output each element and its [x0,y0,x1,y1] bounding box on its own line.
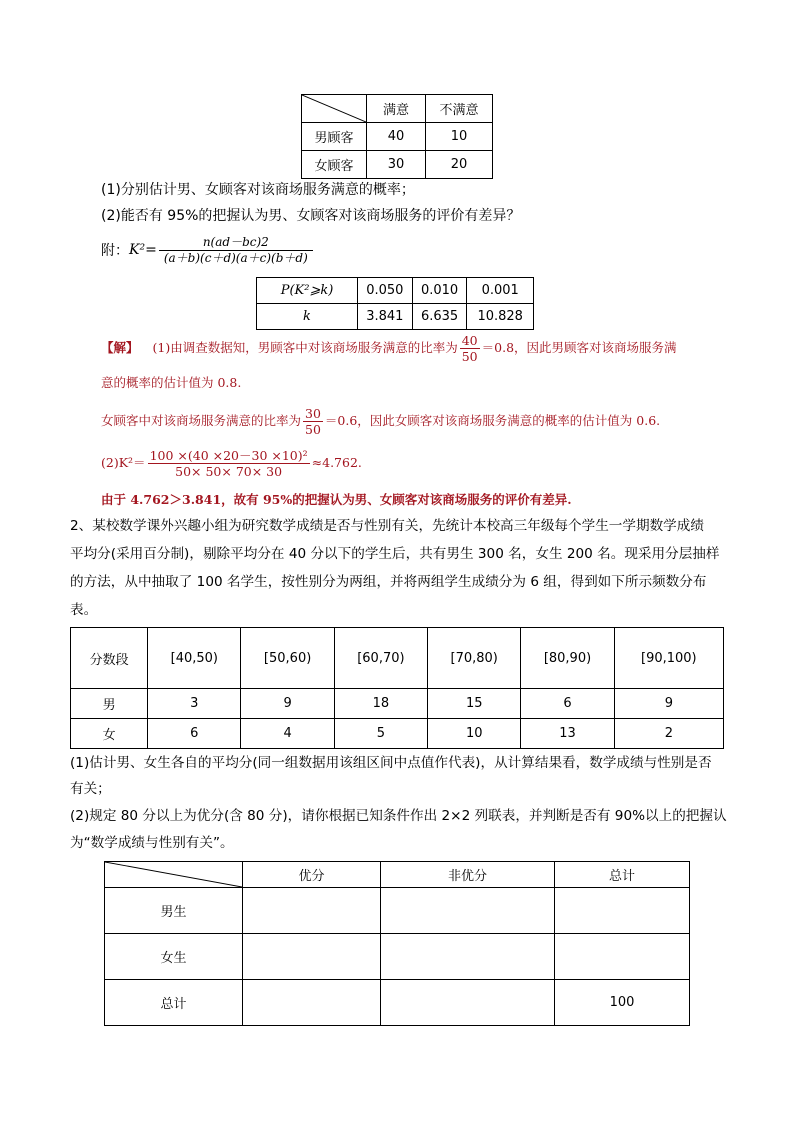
q2-para-2: 平均分(采用百分制)，剔除平均分在 40 分以下的学生后，共有男生 300 名，女生 200 名。现采用分层抽样 [70,546,720,562]
row-label: 男生 [105,888,243,934]
table-cell: 20 [426,151,493,179]
interval-cell: [70,80) [428,628,521,689]
header-non-excellent: 非优分 [381,862,555,888]
q2-sub2-a: (2)规定 80 分以上为优分(含 80 分)，请你根据已知条件作出 2×2 列联表，并判断是否有 90%以上的把握认 [70,808,727,824]
solution-text: (1)由调查数据知，男顾客中对该商场服务满意的比率为 [152,340,458,355]
header-unsatisfied: 不满意 [426,95,493,123]
header-excellent: 优分 [243,862,381,888]
k2-lhs: (2)K²＝ [101,455,146,470]
fraction-denominator: 50 [461,348,478,364]
table-cell: 100 [555,980,690,1026]
table-cell: 30 [367,151,426,179]
formula-fraction [159,235,313,266]
solution-text: 女顾客中对该商场服务满意的比率为 [101,413,302,428]
freq-cell: 13 [521,719,614,749]
question-part-2: (2)能否有 95%的把握认为男、女顾客对该商场服务的评价有差异？ [101,208,521,224]
freq-cell: 6 [521,689,614,719]
freq-cell: 15 [428,689,521,719]
diagonal-header-cell [105,862,243,888]
frequency-table [70,627,724,749]
table-cell [243,934,381,980]
interval-cell: [90,100) [614,628,723,689]
freq-cell: 10 [428,719,521,749]
appendix-prefix: 附： [101,243,129,259]
k2-numerator: 100 ×(40 ×20－30 ×10)² [149,447,308,463]
freq-cell: 6 [148,719,241,749]
interval-cell: [50,60) [241,628,334,689]
q2-sub1-a: (1)估计男、女生各自的平均分(同一组数据用该组区间中点值作代表)，从计算结果看，数学成绩与性别是否 [70,755,712,771]
solution-line-2: 意的概率的估计值为 0.8. [101,375,242,390]
header-total: 总计 [555,862,690,888]
solution-line-3 [101,404,660,438]
q2-sub2-b: 为“数学成绩与性别有关”。 [70,835,234,851]
fraction-numerator: 30 [305,405,321,421]
row-label: 总计 [105,980,243,1026]
table-cell [381,888,555,934]
freq-cell: 18 [334,689,427,719]
table-cell: 10 [426,123,493,151]
row-label: 男 [71,689,148,719]
satisfaction-table [301,94,493,179]
table-cell [243,888,381,934]
k-value: 3.841 [358,304,413,330]
solution-tag: 【解】 [101,340,139,355]
q2-sub1-b: 有关； [70,781,111,797]
freq-cell: 5 [334,719,427,749]
q2-para-3: 的方法，从中抽取了 100 名学生，按性别分为两组，并将两组学生成绩分为 6 组，得到如下所示频数分布 [70,574,707,590]
p-value: 0.050 [358,278,413,304]
header-satisfied: 满意 [367,95,426,123]
table-cell [243,980,381,1026]
row-label: 女 [71,719,148,749]
formula [101,230,315,270]
question-part-1: (1)分别估计男、女顾客对该商场服务满意的概率； [101,182,415,198]
k2-fraction [148,448,310,479]
fraction-30-50 [303,406,323,437]
interval-cell: [40,50) [148,628,241,689]
k2-denominator: 50× 50× 70× 30 [175,463,283,479]
solution-line-4 [101,443,362,483]
row-label: 女生 [105,934,243,980]
fraction-numerator: 40 [461,332,478,348]
interval-cell: [80,90) [521,628,614,689]
k-value: 10.828 [467,304,534,330]
freq-cell: 9 [241,689,334,719]
diagonal-header-cell [302,95,367,123]
solution-line-5: 由于 4.762＞3.841，故有 95%的把握认为男、女顾客对该商场服务的评价有差异. [101,492,572,507]
row-label: 男顾客 [302,123,367,151]
k2-result: ≈4.762. [311,455,362,470]
fraction-40-50 [460,333,480,364]
contingency-table [104,861,690,1026]
solution-text: ＝0.6，因此女顾客对该商场服务满意的概率的估计值为 0.6. [324,413,661,428]
fraction-denominator: 50 [305,421,321,437]
solution-text: ＝0.8，因此男顾客对该商场服务满 [481,340,677,355]
freq-cell: 9 [614,689,723,719]
p-value: 0.001 [467,278,534,304]
table-cell [381,980,555,1026]
k-label: k [257,304,358,330]
row-label: 女顾客 [302,151,367,179]
freq-cell: 3 [148,689,241,719]
header-interval-label: 分数段 [71,628,148,689]
table-cell [555,934,690,980]
p-label: P(K²⩾k) [257,278,358,304]
formula-lhs: K²= [129,242,157,258]
critical-value-table [256,277,534,330]
solution-line-1 [101,331,677,365]
freq-cell: 2 [614,719,723,749]
table-cell: 40 [367,123,426,151]
formula-denominator: (a＋b)(c＋d)(a＋c)(b＋d) [163,250,308,265]
q2-para-4: 表。 [70,602,98,618]
table-cell [381,934,555,980]
p-value: 0.010 [412,278,467,304]
freq-cell: 4 [241,719,334,749]
q2-para-1: 2、某校数学课外兴趣小组为研究数学成绩是否与性别有关，先统计本校高三年级每个学生一学期数学成绩 [70,518,704,534]
k-value: 6.635 [412,304,467,330]
table-cell [555,888,690,934]
formula-numerator: n(ad－bc)2 [159,235,313,251]
interval-cell: [60,70) [334,628,427,689]
